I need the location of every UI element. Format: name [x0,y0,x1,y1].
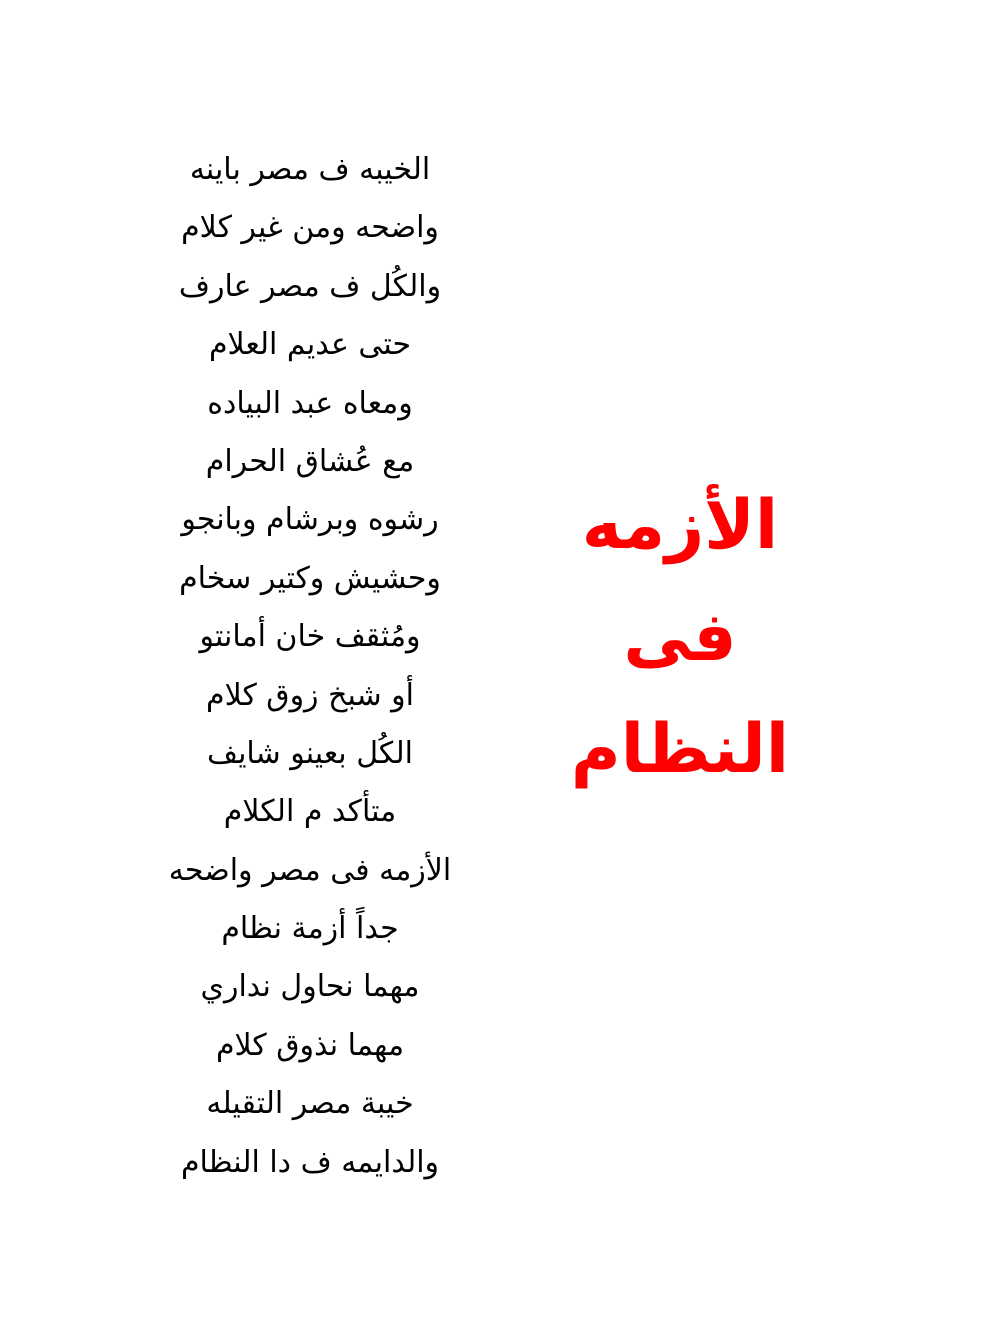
poem-line: أو شبخ زوق كلام [206,677,414,713]
poem-line: واضحه ومن غير كلام [181,210,439,246]
poem-title [555,470,805,806]
poem-line: خيبة مصر التقيله [206,1086,414,1122]
poem-line: والكُل ف مصر عارف [178,268,442,304]
poem-line: ومُثقف خان أمانتو [199,619,421,655]
poem-text [150,141,470,1192]
poem-line: مهما نذوق كلام [215,1027,405,1063]
poem-line: ومعاه عبد البياده [207,385,413,421]
title-line: فى [623,598,737,677]
poem-line: والدايمه ف دا النظام [180,1144,440,1180]
poem-line: مع عُشاق الحرام [205,443,415,479]
poem-line: متأكد م الكلام [223,794,397,830]
poem-line: جداً أزمة نظام [221,911,399,947]
poem-line: حتى عديم العلام [208,327,412,363]
title-line: النظام [570,710,790,789]
title-line: الأزمه [581,486,779,565]
poem-line: الكُل بعينو شايف [207,735,413,771]
poem-line: وحشيش وكتير سخام [179,560,441,596]
poem-line: مهما نحاول نداري [200,969,420,1005]
poem-line: رشوه وبرشام وبانجو [181,502,439,538]
poem-line: الخيبه ف مصر باينه [189,152,431,187]
poem-line: الأزمه فى مصر واضحه [168,852,452,888]
